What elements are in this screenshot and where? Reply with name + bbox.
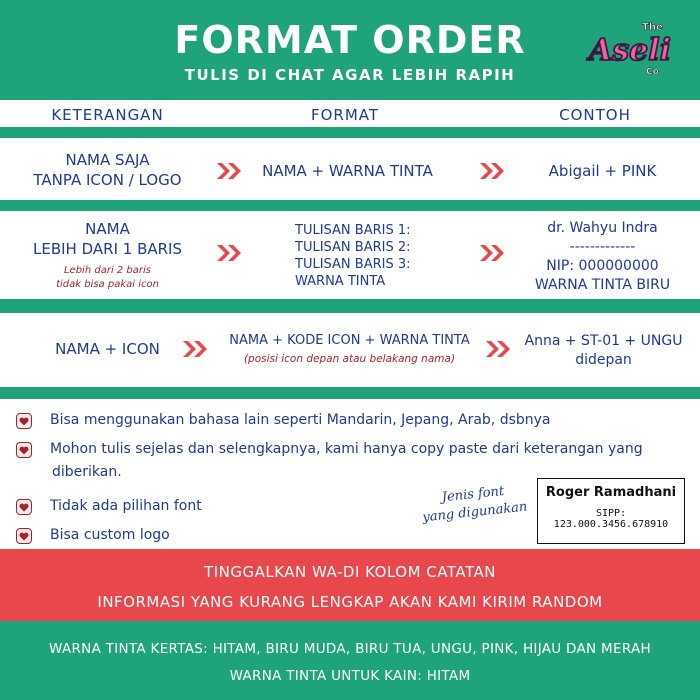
note-item [16,498,202,521]
column-format: FORMAT [310,106,380,124]
note-item [16,527,170,550]
row-1-keterangan: NAMA SAJA TANPA ICON / LOGO [33,151,182,189]
heart-icon [16,528,32,544]
font-sample-label: Jenis font yang digunakan [421,483,528,526]
chevron-right-icon [484,339,514,359]
warning-line-2: INFORMASI YANG KURANG LENGKAP AKAN KAMI KIRIM RANDOM [97,593,603,611]
row-3-contoh: Anna + ST-01 + UNGU didepan [524,333,683,368]
brand-logo [580,14,680,80]
heart-icon [16,499,32,515]
row-3-format-note: (posisi icon depan atau belakang nama) [243,353,456,365]
chevron-right-icon [181,339,211,359]
logo-aseli: Aseli [588,33,672,68]
chevron-right-icon [215,161,245,181]
font-sample-sipp: SIPP: 123.000.3456.678910 [553,508,669,530]
chevron-right-icon [478,161,508,181]
note-text: Tidak ada pilihan font [50,498,202,514]
chevron-right-icon [478,243,508,263]
note-text-continued: diberikan. [52,464,122,480]
note-text: Bisa custom logo [50,527,170,543]
font-sample-name: Roger Ramadhani [545,485,677,500]
chevron-right-icon [215,243,245,263]
font-sample-card [537,478,685,544]
page-subtitle: TULIS DI CHAT AGAR LEBIH RAPIH [184,66,516,84]
row-2-format: TULISAN BARIS 1: TULISAN BARIS 2: TULISAN BARIS 3: WARNA TINTA [295,223,411,289]
note-item [16,412,551,435]
note-text: Mohon tulis sejelas dan selengkapnya, kami hanya copy paste dari keterangan yang [50,441,643,457]
row-3-format: NAMA + KODE ICON + WARNA TINTA [229,333,470,348]
heart-icon [16,442,32,458]
column-contoh: CONTOH [559,106,631,124]
heart-icon [16,413,32,429]
page-title: FORMAT ORDER [174,18,526,62]
note-text: Bisa menggunakan bahasa lain seperti Mandarin, Jepang, Arab, dsbnya [50,412,551,428]
row-2-keterangan: NAMA LEBIH DARI 1 BARIS [33,220,182,258]
logo-the: The [642,22,663,33]
row-1-format: NAMA + WARNA TINTA [262,162,433,180]
row-3-keterangan: NAMA + ICON [55,340,160,358]
warning-line-1: TINGGALKAN WA-DI KOLOM CATATAN [204,563,496,581]
column-keterangan: KETERANGAN [51,106,164,124]
footer-line-1: WARNA TINTA KERTAS: HITAM, BIRU MUDA, BIRU TUA, UNGU, PINK, HIJAU DAN MERAH [49,641,651,657]
row-2-note: Lebih dari 2 baris tidak bisa pakai icon [56,265,159,290]
row-2-contoh: dr. Wahyu Indra ------------- NIP: 000000000 WARNA TINTA BIRU [534,220,671,293]
logo-co: Co [646,67,659,77]
footer-line-2: WARNA TINTA UNTUK KAIN: HITAM [229,668,471,684]
row-1-contoh: Abigail + PINK [548,162,657,180]
